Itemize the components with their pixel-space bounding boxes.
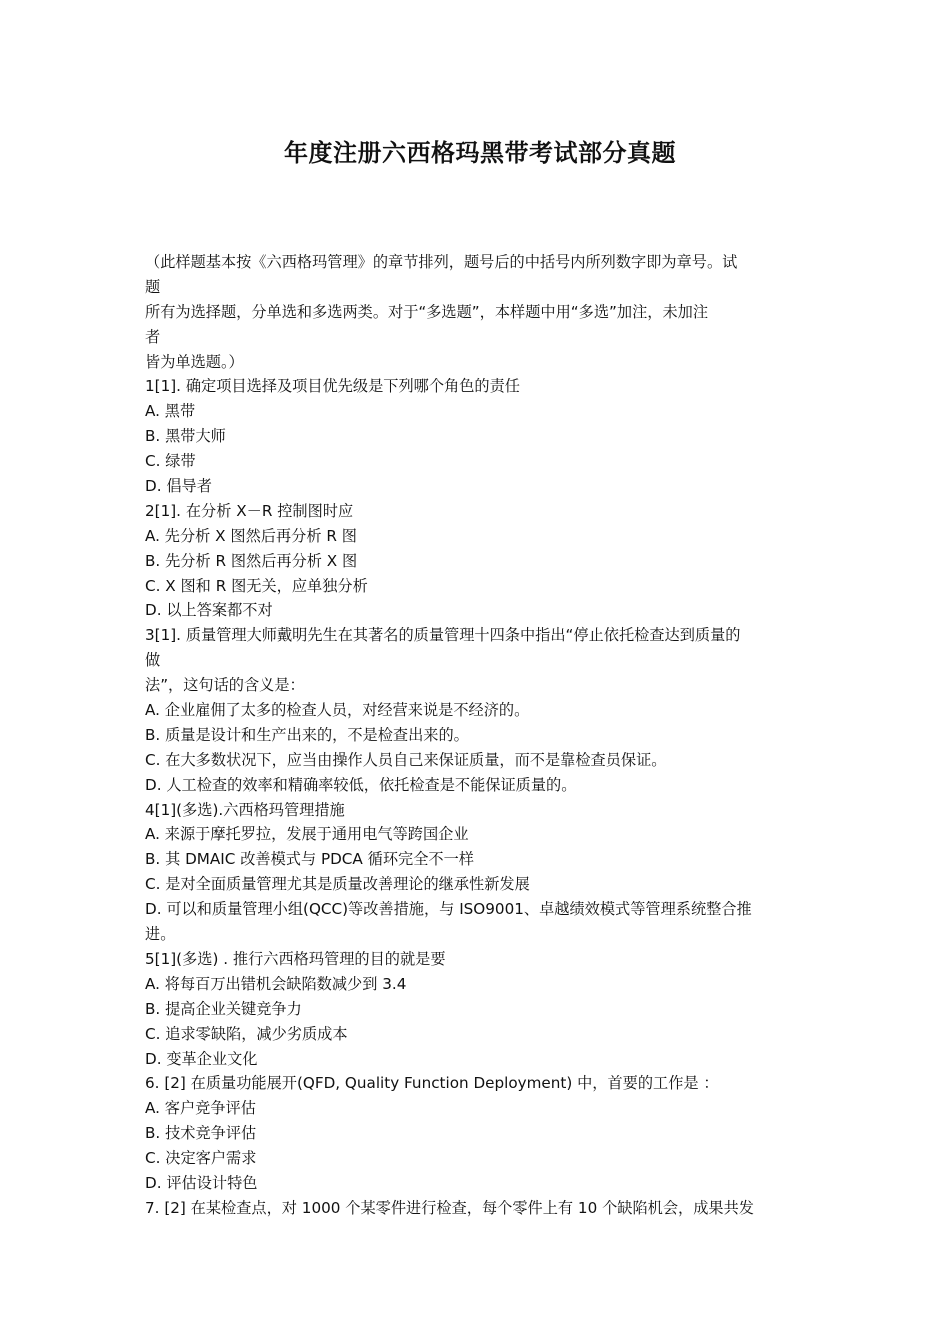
text-line: D. 人工检查的效率和精确率较低，依托检查是不能保证质量的。 — [145, 775, 577, 794]
text-line: 做 — [145, 651, 161, 670]
text-line: 2[1]. 在分析 X－R 控制图时应 — [145, 501, 354, 520]
text-line: B. 其 DMAIC 改善模式与 PDCA 循环完全不一样 — [145, 850, 474, 869]
text-line: B. 技术竞争评估 — [145, 1124, 257, 1143]
text-line: 3[1]. 质量管理大师戴明先生在其著名的质量管理十四条中指出“停止依托检查达到质量的 — [145, 626, 741, 645]
text-line: D. 变革企业文化 — [145, 1049, 258, 1068]
text-line: 4[1](多选).六西格玛管理措施 — [145, 800, 345, 819]
text-line: C. 追求零缺陷，减少劣质成本 — [145, 1024, 348, 1043]
text-line: A. 黑带 — [145, 402, 196, 421]
text-line: A. 将每百万出错机会缺陷数减少到 3.4 — [145, 974, 407, 993]
page-title: 年度注册六西格玛黑带考试部分真题 — [284, 138, 676, 167]
document-body — [145, 250, 813, 1221]
text-line: 所有为选择题，分单选和多选两类。对于“多选题”，本样题中用“多选”加注，未加注 — [145, 302, 709, 321]
text-line: 进。 — [145, 925, 176, 944]
text-line: C. 在大多数状况下，应当由操作人员自己来保证质量，而不是靠检查员保证。 — [145, 750, 667, 769]
text-line: （此样题基本按《六西格玛管理》的章节排列，题号后的中括号内所列数字即为章号。试 — [145, 253, 738, 271]
text-line: A. 客户竞争评估 — [145, 1099, 256, 1118]
text-line: B. 提高企业关键竞争力 — [145, 999, 302, 1018]
text-line: C. X 图和 R 图无关，应单独分析 — [145, 576, 368, 595]
text-line: 6. [2] 在质量功能展开(QFD, Quality Function Deployment) 中，首要的工作是 ： — [145, 1074, 719, 1093]
text-line: 1[1]. 确定项目选择及项目优先级是下列哪个角色的责任 — [145, 377, 520, 396]
text-line: 法”，这句话的含义是： — [145, 676, 305, 695]
text-line: B. 先分析 R 图然后再分析 X 图 — [145, 551, 358, 570]
text-line: D. 以上答案都不对 — [145, 601, 273, 620]
text-line: D. 倡导者 — [145, 477, 212, 496]
text-line: C. 决定客户需求 — [145, 1149, 257, 1168]
text-line: 题 — [145, 277, 161, 296]
text-line: C. 绿带 — [145, 452, 196, 471]
text-line: B. 质量是设计和生产出来的，不是检查出来的。 — [145, 725, 469, 744]
text-line: A. 先分析 X 图然后再分析 R 图 — [145, 526, 357, 545]
text-line: D. 可以和质量管理小组(QCC)等改善措施，与 ISO9001、卓越绩效模式等管理系统整合推 — [145, 900, 752, 919]
text-line: 7. [2] 在某检查点，对 1000 个某零件进行检查，每个零件上有 10 个缺陷机会，成果共发 — [145, 1198, 754, 1217]
text-line: A. 来源于摩托罗拉，发展于通用电气等跨国企业 — [145, 825, 469, 844]
text-line: D. 评估设计特色 — [145, 1173, 258, 1192]
text-line: 者 — [145, 327, 161, 346]
text-line: 5[1](多选) . 推行六西格玛管理的目的就是要 — [145, 949, 446, 968]
text-line: B. 黑带大师 — [145, 427, 226, 446]
text-line: C. 是对全面质量管理尤其是质量改善理论的继承性新发展 — [145, 875, 530, 894]
text-line: 皆为单选题。） — [145, 352, 244, 371]
text-line: A. 企业雇佣了太多的检查人员，对经营来说是不经济的。 — [145, 701, 530, 720]
